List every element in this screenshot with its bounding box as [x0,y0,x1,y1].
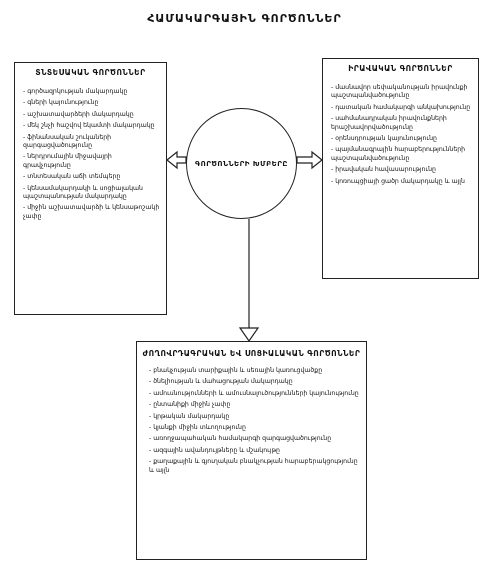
diagram-title: ՀԱՄԱԿԱՐԳԱՅԻՆ ԳՈՐԾՈՆՆԵՐ [147,12,342,25]
list-item: - ֆինանսական շուկաների զարգացվածությունը [23,134,160,151]
down-arrow [240,219,258,341]
list-item: - գործազրկության մակարդակը [23,88,160,96]
demographic-factors-title: ԺՈՂՈՎՐԴԱԳՐԱԿԱՆ ԵՎ ՍՈՑԻԱԼԱԿԱՆ ԳՈՐԾՈՆՆԵՐ [142,349,361,358]
list-item: - կրթական մակարդակը [149,413,360,421]
economic-factors-list [15,88,166,221]
legal-factors-title: ԻՐԱՎԱԿԱՆ ԳՈՐԾՈՆՆԵՐ [348,64,453,73]
list-item: - ընտանիքի միջին չափը [149,401,360,409]
list-item: - քաղաքային և գյուղական բնակչության հարաբերակցությունը և այլն [149,458,360,475]
legal-factors-list [323,84,478,186]
economic-factors-box [14,62,167,315]
list-item: - օրենսդրության կայունությունը [331,135,472,143]
factor-groups-label: ԳՈՐԾՈՆՆԵՐԻ ԽՄԲԵՐԸ [195,159,288,168]
list-item: - դատական համակարգի անկախությունը [331,104,472,112]
list-item: - առողջապահական համակարգի զարգացվածությունը [149,435,360,443]
list-item: - աշխատավարձերի մակարդակը [23,111,160,119]
list-item: - ազգային ավանդույթները և մշակույթը [149,447,360,455]
list-item: - կյանքի միջին տևողությունը [149,424,360,432]
legal-factors-box [322,58,479,279]
list-item: - մասնավոր սեփականության իրավունքի պաշտպանվածությունը [331,84,472,101]
demographic-factors-box [136,341,367,560]
demographic-factors-list [137,367,366,475]
list-item: - տնտեսական աճի տեմպերը [23,173,160,181]
left-arrow [167,152,186,168]
list-item: - միջին աշխատավարձի և կենսաթոշակի չափը [23,204,160,221]
list-item: - ներդրումային միջավայրի գրավչությունը [23,153,160,170]
list-item: - ամուսնությունների և ամուսնալուծությունների կայունությունը [149,390,360,398]
list-item: - պայմանագրային հարաբերությունների պաշտպանվածությունը [331,146,472,163]
factor-groups-circle [186,108,297,219]
economic-factors-title: ՏՆՏԵՍԱԿԱՆ ԳՈՐԾՈՆՆԵՐ [35,68,146,77]
list-item: - սահմանադրական իրավունքների երաշխավորվածությունը [331,115,472,132]
list-item: - բնակչության տարիքային և սեռային կառուցվածքը [149,367,360,375]
list-item: - ծնելիության և մահացության մակարդակը [149,378,360,386]
list-item: - մեկ շնչի հաշվով եկամտի մակարդակը [23,122,160,130]
right-arrow [297,152,322,168]
list-item: - գների կայունությունը [23,99,160,107]
list-item: - իրավական հավասարությունը [331,166,472,174]
list-item: - կոռուպցիայի ցածր մակարդակը և այլն [331,178,472,186]
list-item: - կենսամակարդակի և սոցիալական պաշտպանության մակարդակը [23,185,160,202]
